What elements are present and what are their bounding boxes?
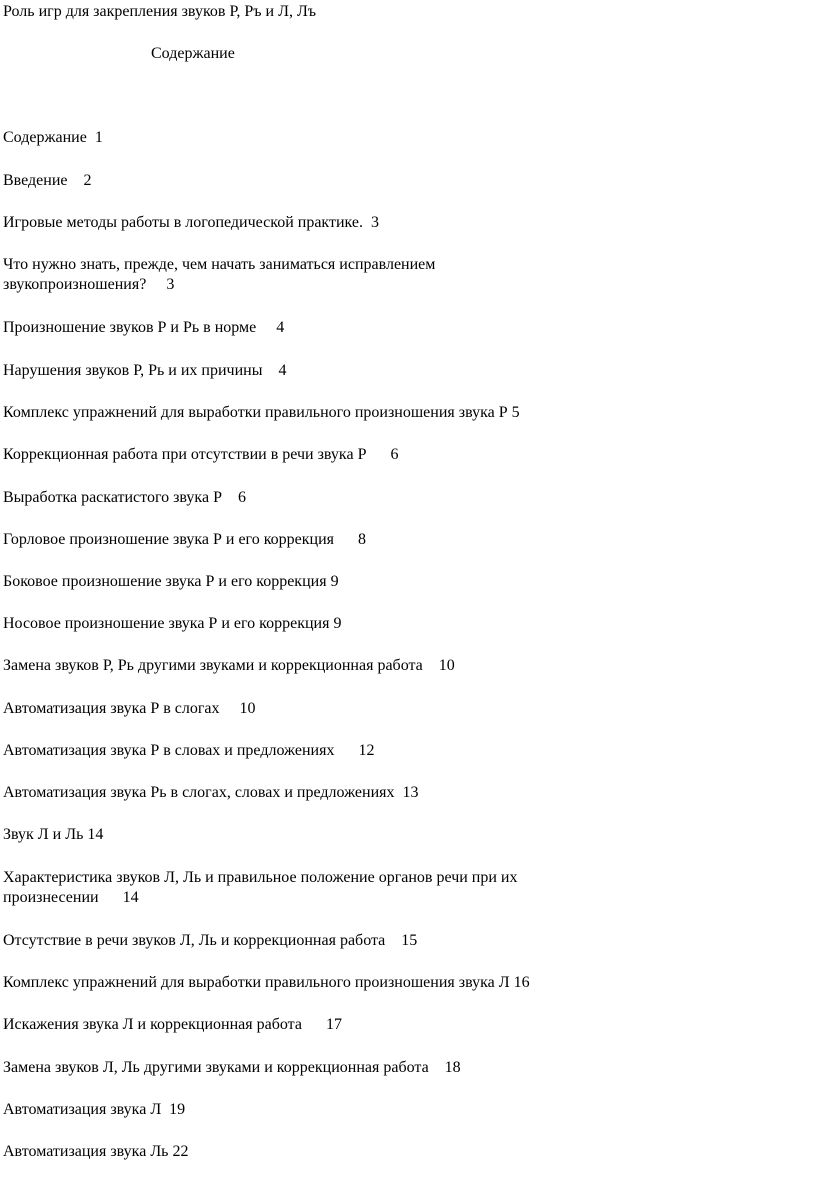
toc-entry-text: Автоматизация звука Л — [3, 1101, 170, 1118]
toc-page-number: 4 — [278, 362, 287, 379]
toc-entry-introduction[interactable] — [3, 171, 92, 191]
toc-entry-text: Боковое произношение звука Р и его коррекция — [3, 573, 331, 590]
toc-entry-text: Содержание — [3, 129, 95, 146]
toc-entry-r-lateral[interactable] — [3, 572, 339, 592]
toc-page-number: 1 — [94, 129, 103, 146]
toc-entry-text: Замена звуков Р, Рь другими звуками и коррекционная работа — [3, 657, 439, 674]
toc-entry-text-continued: произнесении — [3, 889, 123, 906]
toc-heading: Содержание — [151, 45, 235, 62]
toc-page-number: 18 — [444, 1059, 461, 1076]
toc-page-number: 10 — [438, 657, 455, 674]
toc-entry-text: Характеристика звуков Л, Ль и правильное положение органов речи при их — [3, 869, 518, 886]
toc-entry-lsoft-automation[interactable] — [3, 1142, 188, 1162]
toc-entry-r-substitution[interactable] — [3, 656, 455, 676]
toc-page-number: 4 — [276, 319, 285, 336]
toc-entry-r-disorders[interactable] — [3, 361, 286, 381]
toc-entry-game-methods[interactable] — [3, 213, 379, 233]
toc-page-number: 6 — [390, 446, 399, 463]
toc-entry-r-nasal[interactable] — [3, 614, 341, 634]
toc-entry-r-guttural[interactable] — [3, 530, 366, 550]
toc-entry-l-sound[interactable] — [3, 825, 103, 845]
toc-page-number: 6 — [237, 489, 246, 506]
toc-entry-r-words[interactable] — [3, 741, 374, 761]
toc-page-number: 5 — [511, 404, 520, 421]
toc-entry-l-characteristics[interactable] — [3, 868, 517, 908]
toc-entry-text-continued: звукопроизношения? — [3, 276, 167, 293]
toc-entry-l-exercises[interactable] — [3, 973, 530, 993]
toc-page-number: 2 — [83, 172, 92, 189]
document-title: Роль игр для закрепления звуков Р, Ръ и Л, Лъ — [3, 3, 317, 20]
toc-page-number: 14 — [122, 889, 139, 906]
toc-page-number: 13 — [402, 784, 419, 801]
toc-page-number: 3 — [166, 276, 175, 293]
toc-page-number: 14 — [87, 826, 104, 843]
toc-page-number: 19 — [169, 1101, 186, 1118]
toc-page-number: 10 — [239, 700, 256, 717]
toc-entry-text: Звук Л и Ль — [3, 826, 88, 843]
toc-page-number: 3 — [371, 214, 380, 231]
toc-entry-text: Горловое произношение звука Р и его коррекция — [3, 531, 359, 548]
toc-entry-text: Нарушения звуков Р, Рь и их причины — [3, 362, 279, 379]
toc-entry-rsoft-automation[interactable] — [3, 783, 419, 803]
toc-entry-r-rolling[interactable] — [3, 488, 246, 508]
toc-page-number: 16 — [513, 974, 530, 991]
toc-entry-text: Введение — [3, 172, 84, 189]
toc-entry-l-distortions[interactable] — [3, 1015, 342, 1035]
toc-entry-r-absence[interactable] — [3, 445, 398, 465]
toc-entry-text: Искажения звука Л и коррекционная работа — [3, 1016, 326, 1033]
toc-entry-text: Отсутствие в речи звуков Л, Ль и коррекционная работа — [3, 932, 402, 949]
toc-entry-text: Автоматизация звука Р в словах и предложениях — [3, 742, 359, 759]
toc-entry-text: Носовое произношение звука Р и его коррекция — [3, 615, 334, 632]
toc-entry-text: Автоматизация звука Рь в слогах, словах и предложениях — [3, 784, 403, 801]
toc-entry-text: Игровые методы работы в логопедической практике. — [3, 214, 372, 231]
toc-entry-r-syllables[interactable] — [3, 699, 256, 719]
toc-page-number: 15 — [401, 932, 418, 949]
toc-entry-l-absence[interactable] — [3, 931, 417, 951]
toc-entry-text: Коррекционная работа при отсутствии в речи звука Р — [3, 446, 391, 463]
toc-entry-text: Комплекс упражнений для выработки правильного произношения звука Р — [3, 404, 512, 421]
toc-page-number: 9 — [333, 615, 342, 632]
toc-entry-l-substitution[interactable] — [3, 1058, 461, 1078]
toc-page-number: 17 — [325, 1016, 342, 1033]
toc-entry-what-to-know[interactable] — [3, 255, 435, 295]
toc-entry-text: Выработка раскатистого звука Р — [3, 489, 238, 506]
toc-page-number: 8 — [358, 531, 367, 548]
toc-entry-r-norm[interactable] — [3, 318, 284, 338]
toc-entry-contents[interactable] — [3, 128, 103, 148]
toc-entry-text: Замена звуков Л, Ль другими звуками и коррекционная работа — [3, 1059, 445, 1076]
toc-page-number: 12 — [358, 742, 375, 759]
toc-entry-l-automation[interactable] — [3, 1100, 185, 1120]
toc-entry-text: Что нужно знать, прежде, чем начать заниматься исправлением — [3, 256, 436, 273]
toc-entry-text: Произношение звуков Р и Рь в норме — [3, 319, 277, 336]
toc-entry-r-exercises[interactable] — [3, 403, 520, 423]
toc-page-number: 9 — [330, 573, 339, 590]
toc-page-number: 22 — [172, 1143, 189, 1160]
toc-entry-text: Автоматизация звука Р в слогах — [3, 700, 240, 717]
toc-entry-text: Автоматизация звука Ль — [3, 1143, 173, 1160]
toc-entry-text: Комплекс упражнений для выработки правильного произношения звука Л — [3, 974, 514, 991]
